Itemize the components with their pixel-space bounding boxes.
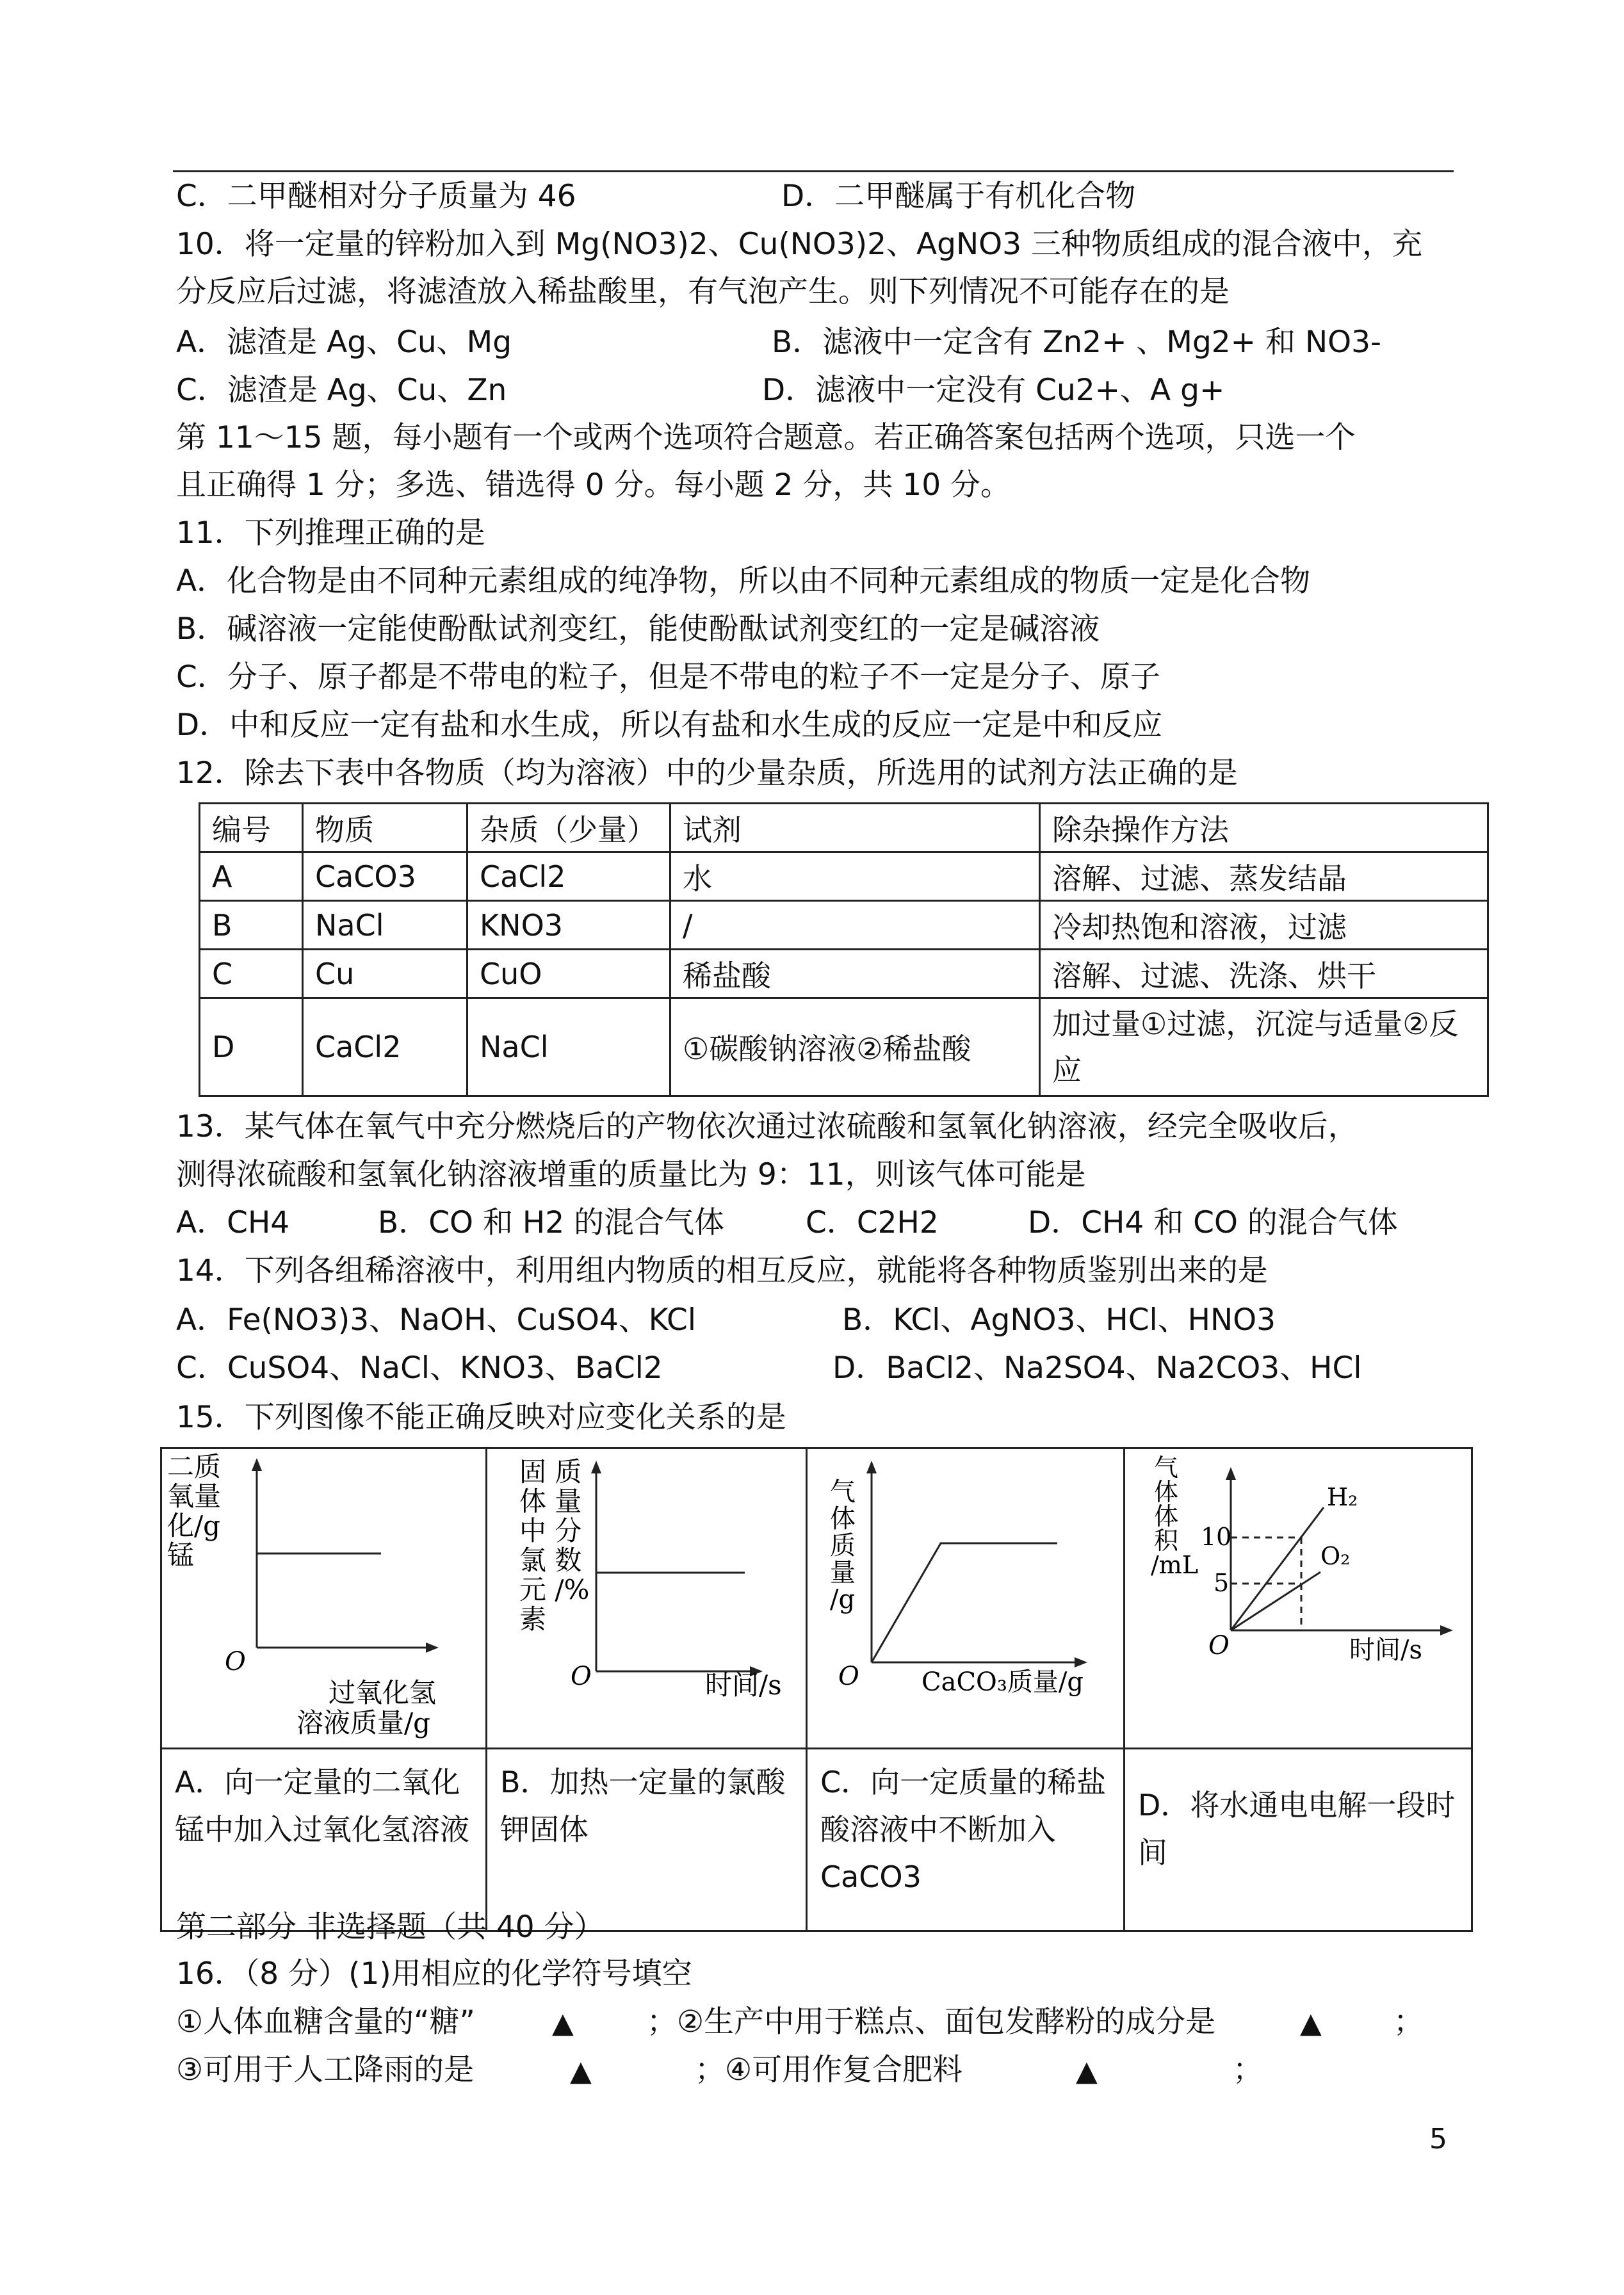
q11-option-b: B．碱溶液一定能使酚酞试剂变红，能使酚酞试剂变红的一定是碱溶液	[176, 612, 1100, 647]
q13-option-d: D．CH4 和 CO 的混合气体	[1028, 1205, 1398, 1240]
instruction-line-2: 且正确得 1 分；多选、错选得 0 分。每小题 2 分，共 10 分。	[176, 467, 1011, 503]
answer-blank-4[interactable]: ▲	[1076, 2055, 1098, 2088]
curve	[872, 1543, 1057, 1662]
table-cell: ①碳酸钠溶液②稀盐酸	[670, 998, 1040, 1096]
table-cell: A	[200, 852, 303, 901]
table-cell: /	[670, 901, 1040, 950]
caption-text: B．加热一定量的氯酸钾固体	[500, 1765, 786, 1847]
answer-blank-2[interactable]: ▲	[1300, 2007, 1322, 2040]
table-cell: CaCl2	[303, 998, 467, 1096]
q16-blank2-label: ；②生产中用于糕点、面包发酵粉的成分是	[647, 2004, 1216, 2040]
x-axis-arrow	[426, 1642, 439, 1653]
q13-stem-1: 13．某气体在氧气中充分燃烧后的产物依次通过浓硫酸和氢氧化钠溶液，经完全吸收后，	[176, 1109, 1358, 1144]
origin-label: O	[838, 1662, 859, 1691]
q14-option-d: D．BaCl2、Na2SO4、Na2CO3、HCl	[832, 1350, 1362, 1386]
graph-row	[161, 1448, 1472, 1749]
y-axis-arrow	[252, 1458, 262, 1471]
part2-heading: 第二部分 非选择题（共 40 分）	[176, 1910, 605, 1945]
graph-d	[1125, 1449, 1479, 1748]
q11-option-c: C．分子、原子都是不带电的粒子，但是不带电的粒子不一定是分子、原子	[176, 660, 1160, 695]
y-label: 体	[830, 1504, 856, 1534]
y-label: 锰	[167, 1539, 195, 1571]
q11-option-d: D．中和反应一定有盐和水生成，所以有盐和水生成的反应一定是中和反应	[176, 708, 1163, 743]
q10-option-a: A．滤渣是 Ag、Cu、Mg	[176, 325, 512, 360]
origin-label: O	[1208, 1631, 1230, 1660]
table-cell: CaCl2	[467, 852, 670, 901]
q10-stem-1: 10．将一定量的锌粉加入到 Mg(NO3)2、Cu(NO3)2、AgNO3 三种物质组成的混合液中，充	[176, 227, 1422, 262]
o2-line	[1231, 1572, 1320, 1630]
q14-option-b: B．KCl、AgNO3、HCl、HNO3	[842, 1302, 1276, 1338]
table-cell: NaCl	[303, 901, 467, 950]
caption-a	[161, 1749, 487, 1931]
semicolon: ；	[1393, 2004, 1424, 2040]
y-label: 固 质	[519, 1456, 582, 1488]
instruction-line-1: 第 11～15 题，每小题有一个或两个选项符合题意。若正确答案包括两个选项，只选一个	[176, 420, 1356, 455]
table-cell: D	[200, 998, 303, 1096]
q16-blank1-label: ①人体血糖含量的“糖”	[176, 2004, 475, 2040]
q13-stem-2: 测得浓硫酸和氢氧化钠溶液增重的质量比为 9：11，则该气体可能是	[176, 1157, 1086, 1192]
x-axis-arrow	[1075, 1657, 1087, 1667]
table-cell: 加过量①过滤，沉淀与适量②反应	[1040, 998, 1488, 1096]
y-axis-arrow	[866, 1461, 877, 1473]
graph-b	[487, 1449, 806, 1748]
x-axis-arrow	[1440, 1625, 1453, 1635]
q14-option-c: C．CuSO4、NaCl、KNO3、BaCl2	[176, 1350, 663, 1386]
caption-row	[161, 1749, 1472, 1931]
q10-option-d: D．滤液中一定没有 Cu2+、A g+	[762, 373, 1225, 408]
q12-stem: 12．除去下表中各物质（均为溶液）中的少量杂质，所选用的试剂方法正确的是	[176, 756, 1238, 791]
answer-blank-3[interactable]: ▲	[570, 2055, 592, 2088]
table-cell: 溶解、过滤、洗涤、烘干	[1040, 950, 1488, 998]
q16-heading: 16．（8 分）(1)用相应的化学符号填空	[176, 1956, 692, 1991]
table-cell: NaCl	[467, 998, 670, 1096]
table-cell: CaCO3	[303, 852, 467, 901]
table-header-cell: 试剂	[670, 804, 1040, 852]
origin-label: O	[225, 1647, 246, 1676]
graph-cell-a	[161, 1448, 487, 1749]
q14-option-a: A．Fe(NO3)3、NaOH、CuSO4、KCl	[176, 1302, 696, 1338]
y-label: 体	[1154, 1478, 1179, 1506]
series-label-h2: H₂	[1327, 1483, 1358, 1511]
q15-stem: 15．下列图像不能正确反映对应变化关系的是	[176, 1400, 786, 1435]
series-label-o2: O₂	[1320, 1542, 1351, 1570]
graph-cell-b	[487, 1448, 807, 1749]
y-label: 氧量	[167, 1480, 222, 1512]
x-label: 溶液质量/g	[296, 1707, 431, 1739]
table-row	[200, 901, 1488, 950]
table-cell: 稀盐酸	[670, 950, 1040, 998]
q14-stem: 14．下列各组稀溶液中，利用组内物质的相互反应，就能将各种物质鉴别出来的是	[176, 1253, 1268, 1288]
graph-cell-c	[807, 1448, 1125, 1749]
caption-text: C．向一定质量的稀盐酸溶液中不断加入 CaCO3	[820, 1765, 1107, 1894]
tick-label: 10	[1201, 1523, 1232, 1551]
q11-option-a: A．化合物是由不同种元素组成的纯净物，所以由不同种元素组成的物质一定是化合物	[176, 564, 1311, 599]
tick-label: 5	[1214, 1569, 1230, 1597]
origin-label: O	[571, 1662, 592, 1691]
q15-graph-table	[160, 1447, 1473, 1932]
y-label: 中 分	[519, 1515, 582, 1546]
y-label: 积	[1154, 1527, 1179, 1555]
top-rule	[173, 170, 1454, 172]
graph-cell-d	[1125, 1448, 1472, 1749]
table-cell: 水	[670, 852, 1040, 901]
y-label: 素	[519, 1603, 547, 1635]
q13-option-c: C．C2H2	[806, 1205, 939, 1240]
table-header-cell: 除杂操作方法	[1040, 804, 1488, 852]
semicolon: ；	[1233, 2052, 1263, 2088]
y-label: 气	[830, 1477, 856, 1507]
y-label: 体	[1154, 1502, 1179, 1530]
table-cell: KNO3	[467, 901, 670, 950]
table-cell: 溶解、过滤、蒸发结晶	[1040, 852, 1488, 901]
caption-b	[487, 1749, 807, 1931]
x-label: 时间/s	[1349, 1635, 1423, 1665]
table-row	[200, 998, 1488, 1096]
x-label: CaCO₃质量/g	[922, 1667, 1084, 1697]
y-label: 气	[1154, 1454, 1179, 1482]
q9-option-d: D．二甲醚属于有机化合物	[781, 179, 1136, 214]
y-label: /g	[830, 1585, 856, 1614]
table-header-row	[200, 804, 1488, 852]
caption-c	[807, 1749, 1125, 1931]
caption-text: A．向一定量的二氧化锰中加入过氧化氢溶液	[175, 1765, 469, 1847]
table-cell: 冷却热饱和溶液，过滤	[1040, 901, 1488, 950]
q16-blank3-label: ③可用于人工降雨的是	[176, 2052, 475, 2088]
caption-d	[1125, 1749, 1472, 1931]
table-row	[200, 852, 1488, 901]
answer-blank-1[interactable]: ▲	[552, 2007, 574, 2040]
graph-a	[162, 1449, 485, 1748]
q12-table	[199, 802, 1489, 1097]
graph-c	[808, 1449, 1123, 1748]
y-label: /mL	[1151, 1551, 1199, 1579]
table-cell: Cu	[303, 950, 467, 998]
q13-option-b: B．CO 和 H2 的混合气体	[378, 1205, 725, 1240]
table-row	[200, 950, 1488, 998]
table-cell: C	[200, 950, 303, 998]
table-cell: B	[200, 901, 303, 950]
y-axis-arrow	[591, 1461, 601, 1473]
h2-line	[1231, 1507, 1324, 1630]
q9-option-c: C．二甲醚相对分子质量为 46	[176, 179, 576, 214]
y-label: 化/g	[167, 1510, 221, 1541]
y-label: 二质	[167, 1451, 222, 1482]
table-cell: CuO	[467, 950, 670, 998]
x-label: 时间/s	[705, 1669, 782, 1701]
table-header-cell: 杂质（少量）	[467, 804, 670, 852]
y-label: 体 量	[519, 1486, 582, 1517]
y-label: 元 /%	[519, 1574, 590, 1605]
q10-option-c: C．滤渣是 Ag、Cu、Zn	[176, 373, 507, 408]
table-header-cell: 物质	[303, 804, 467, 852]
q10-stem-2: 分反应后过滤，将滤渣放入稀盐酸里，有气泡产生。则下列情况不可能存在的是	[176, 274, 1230, 309]
y-label: 质	[830, 1531, 856, 1561]
table-header-cell: 编号	[200, 804, 303, 852]
caption-text: D．将水通电电解一段时间	[1138, 1788, 1456, 1870]
q16-blank4-label: ；④可用作复合肥料	[695, 2052, 963, 2088]
y-label: 量	[830, 1558, 856, 1587]
x-label: 过氧化氢	[329, 1677, 437, 1708]
q10-option-b: B．滤液中一定含有 Zn2+ 、Mg2+ 和 NO3-	[772, 325, 1381, 360]
page-number: 5	[1429, 2123, 1447, 2155]
y-label: 氯 数	[519, 1545, 582, 1576]
q13-option-a: A．CH4	[176, 1205, 290, 1240]
y-axis-arrow	[1226, 1467, 1236, 1480]
q11-stem: 11．下列推理正确的是	[176, 515, 485, 551]
